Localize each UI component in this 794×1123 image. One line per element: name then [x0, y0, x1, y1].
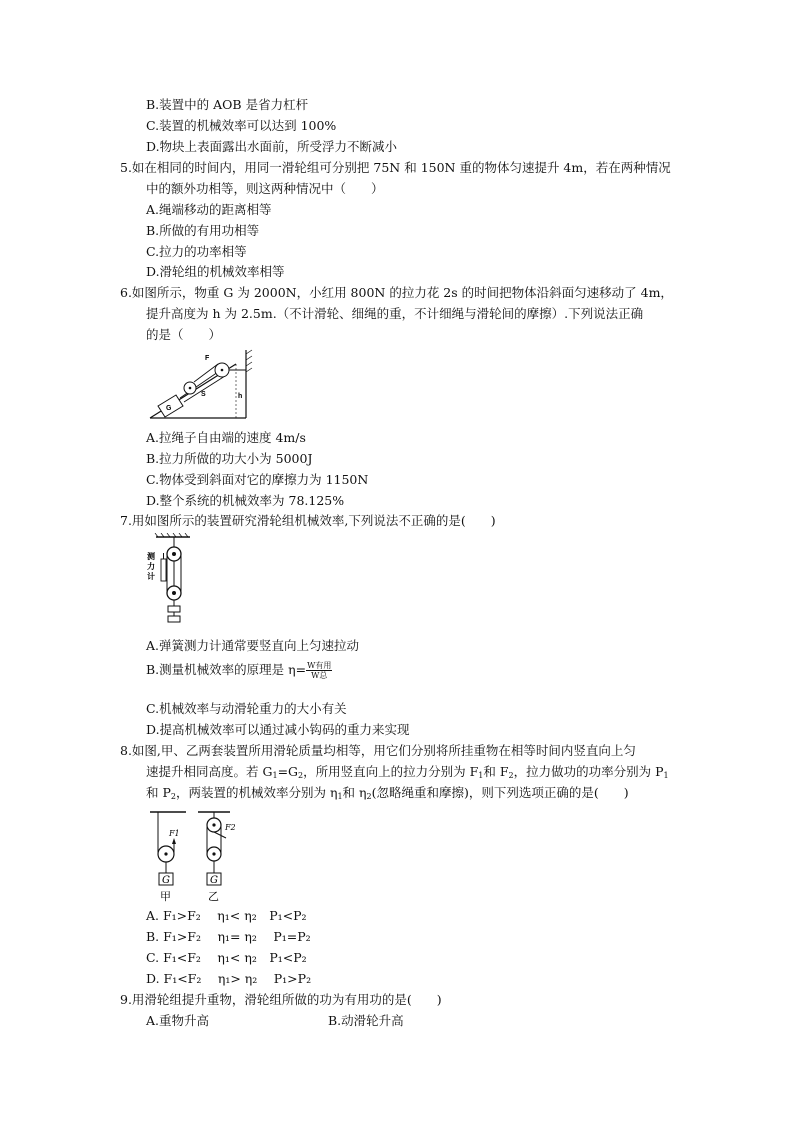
figure-label-f1: F1 — [169, 829, 180, 838]
q5-stem-line1: 5.如在相同的时间内，用同一滑轮组可分别把 75N 和 150N 重的物体匀速提升 4m，若在两种情况 — [120, 160, 671, 175]
figure-label-h: h — [238, 393, 243, 400]
q9-option-b: B.动滑轮升高 — [328, 1013, 404, 1028]
q8-option-d: D. F₁<F₂ η₁> η₂ P₁>P₂ — [146, 971, 312, 986]
q8-text: 速提升相同高度。若 G — [146, 764, 273, 779]
incline-pulley-figure — [146, 346, 256, 422]
q8-text: 和 P — [146, 785, 171, 800]
q6-option-a: A.拉绳子自由端的速度 4m/s — [146, 430, 306, 445]
figure-label-jia: 甲 — [160, 890, 171, 903]
figure-label-f2: F2 — [225, 823, 236, 832]
q9-option-a: A.重物升高 — [146, 1013, 210, 1028]
two-pulley-figure — [148, 808, 244, 906]
q7-option-b — [146, 661, 332, 680]
subscript: 1 — [337, 792, 343, 801]
q8-option-c: C. F₁<F₂ η₁< η₂ P₁<P₂ — [146, 950, 307, 965]
q8-text: ，所用竖直向上的拉力分别为 F — [303, 764, 479, 779]
figure-label-li: 力 — [147, 561, 155, 571]
q4-option-c: C.装置的机械效率可以达到 100% — [146, 118, 337, 133]
q6-option-d: D.整个系统的机械效率为 78.125% — [146, 493, 345, 508]
figure-label-f: F — [205, 355, 210, 362]
q8-stem-line2 — [146, 764, 669, 784]
figure-label-yi: 乙 — [208, 890, 219, 903]
q7-option-c: C.机械效率与动滑轮重力的大小有关 — [146, 701, 347, 716]
q7-option-d: D.提高机械效率可以通过减小钩码的重力来实现 — [146, 722, 410, 737]
q8-option-a: A. F₁>F₂ η₁< η₂ P₁<P₂ — [146, 908, 307, 923]
q8-stem-line1: 8.如图,甲、乙两套装置所用滑轮质量均相等，用它们分别将所挂重物在相等时间内竖直向上匀 — [120, 743, 636, 758]
q5-option-c: C.拉力的功率相等 — [146, 244, 247, 259]
q7-option-a: A.弹簧测力计通常要竖直向上匀速拉动 — [146, 638, 360, 653]
subscript: 1 — [478, 771, 484, 780]
efficiency-fraction — [306, 661, 332, 680]
q7-option-b-text: B.测量机械效率的原理是 η= — [146, 662, 307, 677]
fraction-numerator: W有用 — [307, 661, 332, 670]
q8-text: ，两装置的机械效率分别为 η — [175, 785, 338, 800]
subscript: 2 — [508, 771, 514, 780]
q8-stem-line3 — [146, 785, 629, 805]
subscript: 2 — [170, 792, 176, 801]
q8-text: 和 F — [483, 764, 509, 779]
q8-text: =G — [277, 764, 299, 779]
q5-option-a: A.绳端移动的距离相等 — [146, 202, 272, 217]
figure-label-g: G — [166, 405, 172, 412]
figure-label-ji: 计 — [147, 571, 155, 581]
q9-stem: 9.用滑轮组提升重物，滑轮组所做的功为有用功的是( ) — [120, 992, 442, 1007]
subscript: 2 — [298, 771, 304, 780]
q8-text: (忽略绳重和摩擦)，则下列选项正确的是( ) — [371, 785, 629, 800]
q6-stem-line2: 提升高度为 h 为 2.5m.（不计滑轮、细绳的重，不计细绳与滑轮间的摩擦）.下列说法正确 — [146, 306, 644, 321]
q5-option-d: D.滑轮组的机械效率相等 — [146, 264, 285, 279]
subscript: 2 — [366, 792, 372, 801]
q6-option-c: C.物体受到斜面对它的摩擦力为 1150N — [146, 472, 369, 487]
q6-stem-line3: 的是（ ） — [146, 327, 222, 342]
q4-option-b: B.装置中的 AOB 是省力杠杆 — [146, 97, 309, 112]
figure-label-g1: G — [162, 875, 170, 886]
q5-option-b: B.所做的有用功相等 — [146, 223, 260, 238]
figure-label-ce: 测 — [147, 551, 155, 561]
figure-label-g2: G — [210, 875, 218, 886]
subscript: 1 — [663, 771, 669, 780]
figure-label-s: S — [201, 391, 206, 398]
q8-text: 和 η — [342, 785, 367, 800]
q4-option-d: D.物块上表面露出水面前，所受浮力不断减小 — [146, 139, 398, 154]
pulley-block-figure — [144, 533, 194, 633]
q7-stem: 7.用如图所示的装置研究滑轮组机械效率,下列说法不正确的是( ) — [120, 513, 496, 528]
q6-stem-line1: 6.如图所示，物重 G 为 2000N，小红用 800N 的拉力花 2s 的时间把物体沿斜面匀速移动了 4m， — [120, 285, 673, 300]
q6-option-b: B.拉力所做的功大小为 5000J — [146, 451, 313, 466]
q5-stem-line2: 中的额外功相等，则这两种情况中（ ） — [146, 181, 384, 196]
q8-option-b: B. F₁>F₂ η₁= η₂ P₁=P₂ — [146, 929, 311, 944]
q8-text: ，拉力做功的功率分别为 P — [513, 764, 664, 779]
fraction-denominator: W总 — [311, 671, 328, 680]
subscript: 1 — [272, 771, 278, 780]
